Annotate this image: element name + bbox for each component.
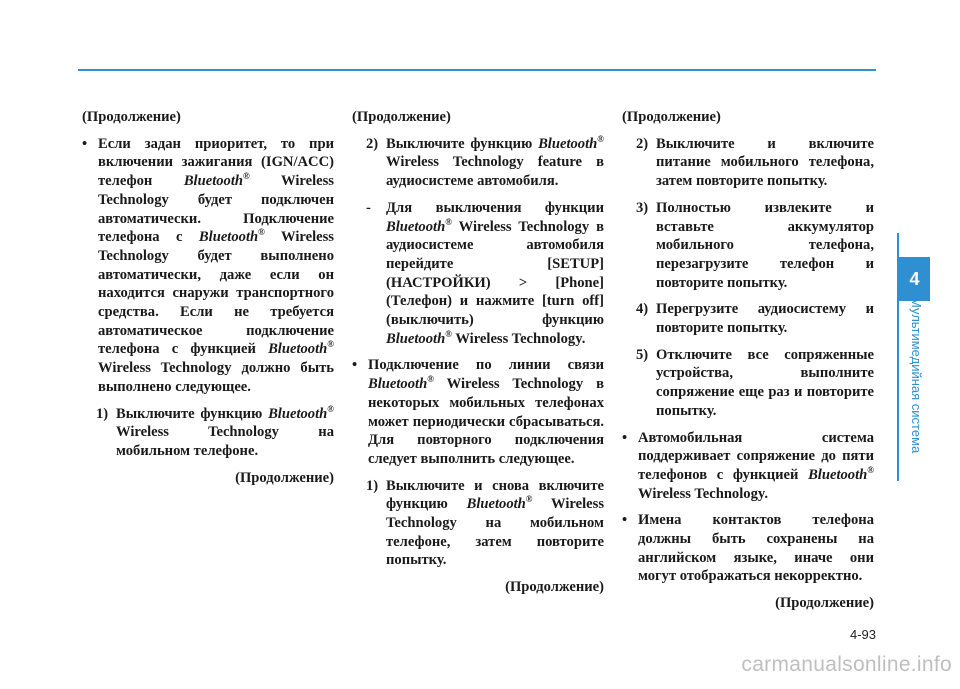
dash-item (352, 199, 604, 349)
numbered-step (622, 346, 874, 421)
numbered-step (622, 135, 874, 191)
registered-mark: ® (445, 328, 452, 339)
bluetooth-term: Bluetooth (368, 376, 428, 393)
bluetooth-term: Bluetooth (268, 341, 328, 358)
bluetooth-term: Bluetooth (808, 466, 868, 483)
numbered-step (622, 199, 874, 293)
chapter-number-tab: 4 (899, 257, 930, 301)
step-marker: 2) (636, 135, 649, 152)
continued-label: (Продолжение) (775, 595, 874, 612)
bluetooth-term: Bluetooth (386, 218, 446, 235)
step-marker: 4) (636, 301, 649, 318)
bullet-marker: • (352, 357, 358, 374)
bullet-text: Подключение по линии связи (368, 357, 604, 374)
bullet-item (622, 429, 874, 504)
bullet-text: Имена контактов телефона должны быть сохранены на английском языке, иначе они могут отображаться некорректно. (638, 512, 874, 585)
registered-mark: ® (867, 465, 874, 476)
step-text: Отключите все сопряженные устройства, выполните сопряжение еще раз и повторите попытку. (656, 346, 874, 419)
step-text: Wireless Technology на мобильном телефоне, затем повторите попытку. (386, 496, 604, 569)
bullet-text: Wireless Technology должно быть выполнено следующее. (98, 360, 334, 395)
step-text: Выключите функцию (386, 135, 539, 152)
bullet-item (622, 511, 874, 586)
dash-text: Wireless Technology в аудиосистеме автомобиля перейдите [SETUP] (НАСТРОЙКИ) > [Phone] (Телефон) и нажмите [turn off] (выключить) функцию (386, 218, 604, 329)
step-marker: 3) (636, 199, 649, 216)
bullet-text: Wireless Technology. (638, 485, 769, 502)
header-rule (78, 69, 876, 71)
column-2 (352, 108, 604, 605)
step-text: Выключите и снова включите функцию (386, 477, 604, 513)
numbered-step (622, 300, 874, 337)
bullet-text: Wireless Technology будет подключен автоматически. Подключение телефона с (98, 173, 334, 246)
dash-text: Для выключения функции (386, 199, 604, 216)
registered-mark: ® (445, 216, 452, 227)
column-1 (82, 108, 334, 495)
registered-mark: ® (525, 494, 533, 505)
continued-label: (Продолжение) (505, 579, 604, 596)
bluetooth-term: Bluetooth (466, 496, 526, 513)
dash-marker: - (366, 199, 371, 216)
step-marker: 5) (636, 346, 649, 363)
numbered-step (82, 405, 334, 461)
bullet-marker: • (82, 135, 88, 152)
step-text: Wireless Technology feature в аудиосистеме автомобиля. (386, 154, 604, 190)
continued-label: (Продолжение) (622, 109, 721, 125)
bullet-text: Wireless Technology будет выполнено автоматически, даже если он находится снаружи транспортного средства. Если не требуется автоматическое подключение телефона с функцией (98, 229, 334, 358)
continued-label: (Продолжение) (82, 109, 181, 125)
step-text: Выключите и включите питание мобильного телефона, затем повторите попытку. (656, 135, 874, 190)
bluetooth-term: Bluetooth (198, 229, 259, 246)
column-3 (622, 108, 874, 621)
bluetooth-term: Bluetooth (268, 405, 328, 422)
bluetooth-term: Bluetooth (386, 330, 446, 347)
bullet-item (352, 356, 604, 468)
step-marker: 2) (366, 135, 379, 152)
bluetooth-term: Bluetooth (183, 173, 244, 190)
numbered-step (352, 477, 604, 571)
step-text: Перегрузите аудиосистему и повторите попытку. (656, 301, 874, 337)
page-number: 4-93 (849, 627, 876, 642)
registered-mark: ® (243, 171, 250, 182)
step-marker: 1) (96, 405, 109, 422)
continued-label: (Продолжение) (235, 469, 334, 486)
registered-mark: ® (327, 403, 334, 414)
step-text: Выключите функцию (116, 405, 269, 422)
step-text: Полностью извлеките и вставьте аккумулятор мобильного телефона, перезагрузите телефон и повторите попытку. (656, 199, 874, 291)
watermark: carmanualsonline.info (741, 653, 952, 676)
continued-label: (Продолжение) (352, 109, 451, 125)
bullet-text: Если задан приоритет, то при включении зажигания (IGN/ACC) телефон (98, 135, 334, 190)
chapter-sidebar (897, 233, 932, 481)
step-text: Wireless Technology на мобильном телефоне. (116, 424, 334, 459)
numbered-step (352, 135, 604, 191)
bullet-text: Автомобильная система поддерживает сопряжение до пяти телефонов с функцией (638, 429, 874, 483)
bullet-item (82, 135, 334, 397)
bluetooth-term: Bluetooth (538, 135, 598, 152)
registered-mark: ® (427, 374, 434, 385)
bullet-text: Wireless Technology в некоторых мобильных телефонах может периодически сбрасываться. Для повторного подключения следует выполнить следующее. (368, 376, 604, 467)
step-marker: 1) (366, 477, 379, 494)
registered-mark: ® (327, 339, 334, 350)
bullet-marker: • (622, 429, 628, 446)
bullet-marker: • (622, 512, 628, 529)
dash-text: Wireless Technology. (451, 330, 586, 347)
chapter-title: Мультимедийная система (909, 297, 924, 454)
registered-mark: ® (258, 227, 265, 238)
registered-mark: ® (597, 133, 604, 144)
